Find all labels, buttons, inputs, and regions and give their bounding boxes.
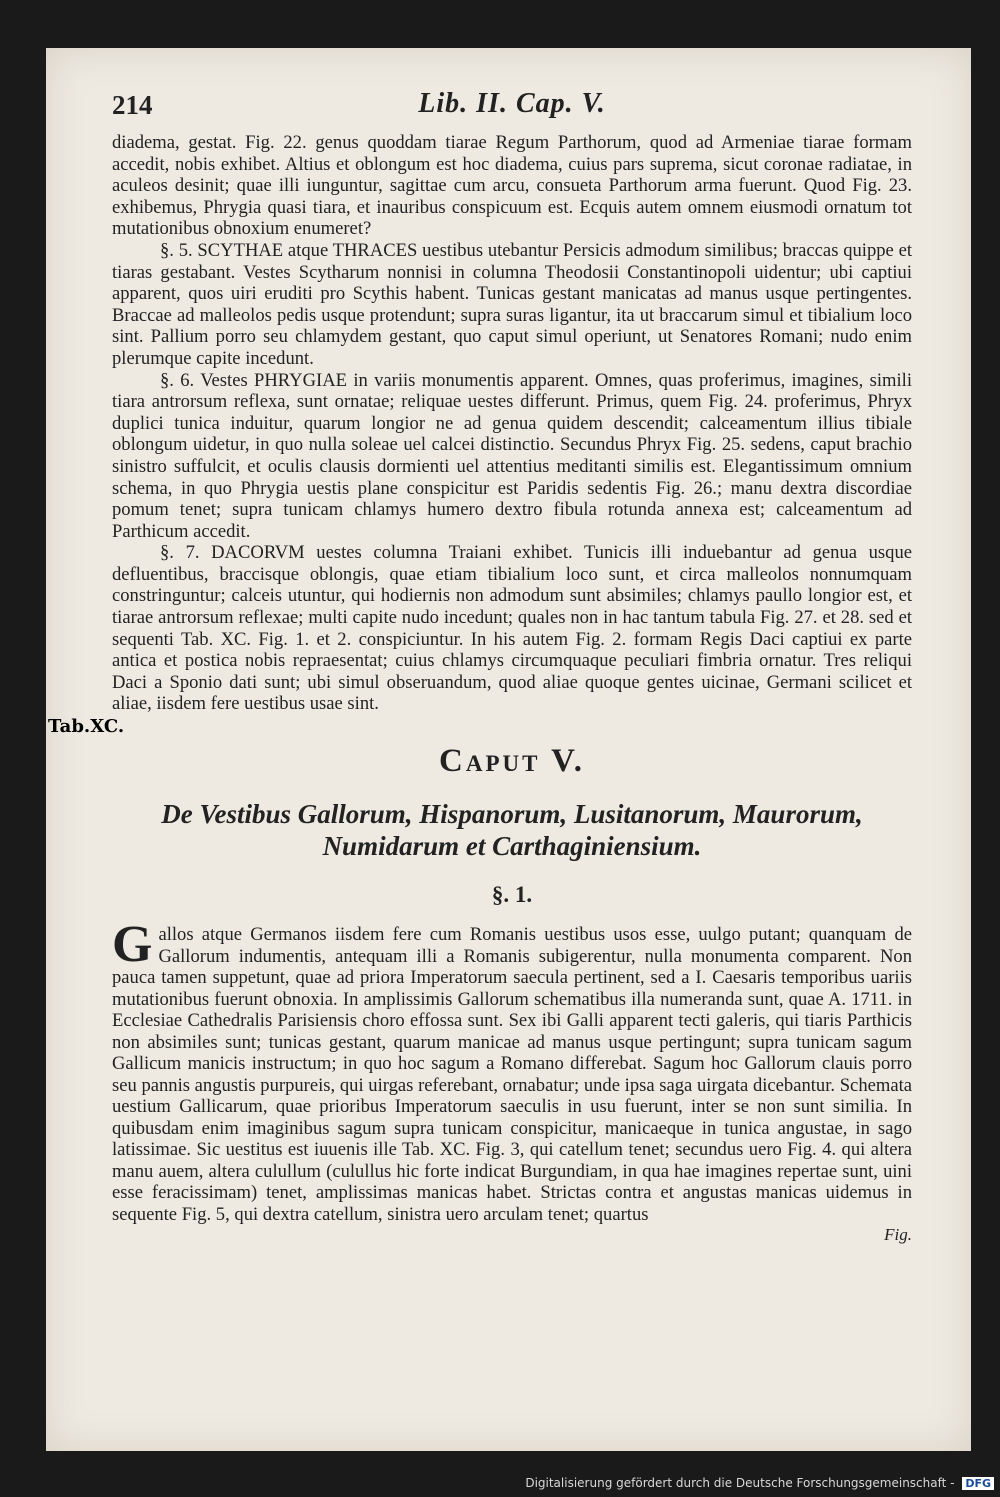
drop-cap: G [112,916,153,974]
paragraph-section-7: §. 7. DACORVM uestes columna Traiani exhibet. Tunicis illi induebantur ad genua usque defluentibus, braccisque oblongis, quae etiam tibialium loco sunt, et circa malleolos nonnumquam constringuntur; calceis utuntur, qui hodiernis non admodum sunt absimiles; chlamys paullo longior est, et tiarae antrorsum reflexae; multi capite nudo incedunt; quales non in hac tantum tabula Fig. 27. et 28. sed et sequenti Tab. XC. Fig. 1. et 2. conspiciuntur. In his autem Fig. 2. formam Regis Daci captiui ex parte antica et postica nobis repraesentat; cuius chlamys circumquaque peculiari fimbria ornatur. Tres reliqui Daci a Sponio dati sunt; ubi simul obseruandum, quod aliae quoque gentes uicinae, Germani scilicet et aliae, iisdem fere uestibus usae sint. [112,542,912,715]
dfg-logo: DFG [962,1477,994,1490]
paragraph-section-5: §. 5. SCYTHAE atque THRACES uestibus utebantur Persicis admodum similibus; braccas quippe et tiaras gestabant. Vestes Scytharum nonnisi in columna Theodosii Constantinopoli uidentur; ubi captiui apparent, quos uiri eruditi pro Scythis habent. Tunicas gestant manicatas ad manus usque pertingentes. Braccae ad malleolos pedis usque protendunt; supra suras ligantur, ita ut braccarum simul et tibialium loco sint. Pallium porro seu chlamydem gestant, quo caput simul operiunt, ut Senatores Romani; nudo enim plerumque capite incedunt. [112,239,912,369]
chapter-heading: Caput V. [439,743,585,780]
section-mark: §. 1. [491,882,533,908]
digitization-footer [525,1476,994,1490]
running-head [112,88,912,132]
catchword: Fig. [884,1225,912,1245]
paragraph-diadema: diadema, gestat. Fig. 22. genus quoddam tiarae Regum Parthorum, quod ad Armeniae tiarae formam accedit, nobis exhibet. Altius et oblongum est hoc diadema, cuius pars suprema, sicut coronae radiatae, in aculeos desinit; quae illi iunguntur, sagittae cum arcu, consueta Parthorum arma fuerunt. Quod Fig. 23. exhibemus, Phrygia quasi tiara, et inauribus conspicuum est. Ecquis autem omnem eiusmodi ornatum tot mutationibus obnoxium enumeret? [112,132,912,240]
chapter-body [112,916,912,1245]
chapter-subtitle: De Vestibus Gallorum, Hispanorum, Lusitanorum, Maurorum, Numidarum et Carthaginiensium. [161,799,863,862]
preceding-text [112,132,912,715]
chapter-paragraph-text: allos atque Germanos iisdem fere cum Romanis uestibus usos esse, uulgo putant; quanquam de Gallorum indumentis, antequam illi a Romanis subigerentur, nulla monumenta comparent. Non pauca tamen suppetunt, quae ad priora Imperatorum saecula pertinent, sed a I. Caesaris temporibus uariis mutationibus fuerunt obnoxia. In amplissimis Gallorum schematibus illa numeranda sunt, quae A. 1711. in Ecclesiae Cathedralis Parisiensis choro effossa sunt. Sex ibi Galli apparent tecti galeris, qui tiaris Parthicis non absimiles sunt; tunicas gestant, quarum manicae ad manus usque pertingunt; supra tunicam sagum Gallicum manicis instructum; in quo hoc sagum a Romano differebat. Sagum hoc Gallorum clauis porro seu pannis angustis purpureis, qui uirgas referebant, ornabatur; unde ipsa saga uirgata dicebantur. Schemata uestium Gallicarum, quae prioribus Imperatorum saeculis in usu fuerunt, inter se non sunt similia. In quibusdam enim imaginibus sagum supra tunicam conspicitur, manicaeque in tunica angustae, in sago latissimae. Sic uestitus est iuuenis ille Tab. XC. Fig. 3, qui catellum tenet; secundus uero Fig. 4. qui altera manu auem, altera culullum (culullus hic forte indicat Burgundiam, in qua hae imagines repertae sunt, uini esse feracissimam) tenet, amplissimas manicas habet. Strictas contra et angustas manicas uidemus in sequente Fig. 5, qui dextra catellum, sinistra uero arculam tenet; quartus [112,924,912,1225]
paragraph-section-6: §. 6. Vestes PHRYGIAE in variis monumentis apparent. Omnes, quas proferimus, imagines, simili tiara antrorsum reflexa, sunt ornatae; reliquae uestes differunt. Primus, quem Fig. 24. proferimus, Phryx duplici tunica induitur, quarum longior ne ad genua quidem descendit; calceamentum illius tibiale oblongum uidetur, in quo nulla soleae uel calcei distinctio. Secundus Phryx Fig. 25. sedens, caput brachio sinistro suffulcit, et oculis clausis dormienti uel attentius meditanti similis est. Elegantissimum omnium schema, in quo Phrygia uestis plane conspicitur est Paridis sedentis Fig. 26.; manu dextra discordiae pomum tenet; supra tunicam chlamys humero dextro fibula rotunda annexa est; calceamentum ad Parthicum accedit. [112,369,912,542]
book-page [46,48,971,1451]
margin-note-plate-reference: Tab.XC. [48,716,125,737]
running-title: Lib. II. Cap. V. [418,88,606,119]
page-content [112,88,912,1245]
chapter-paragraph [112,916,912,1225]
funding-note: Digitalisierung gefördert durch die Deutsche Forschungsgemeinschaft - [525,1476,955,1490]
page-number: 214 [112,90,153,120]
